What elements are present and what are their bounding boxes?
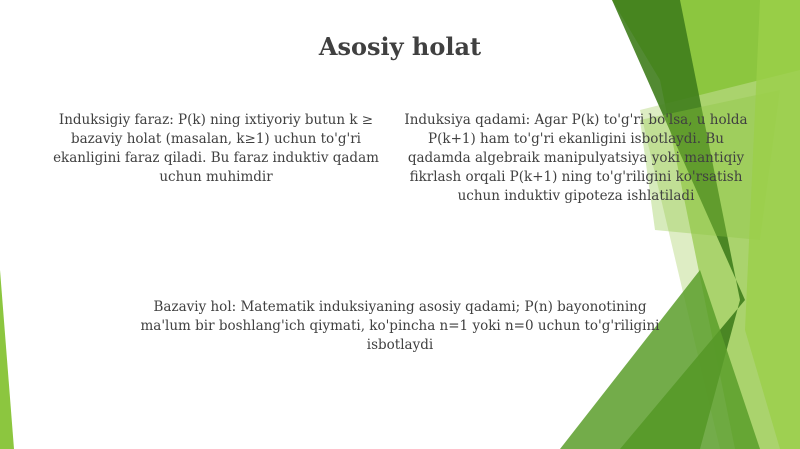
text-block-hypothesis: Induksigiy faraz: P(k) ning ixtiyoriy butun k ≥ bazaviy holat (masalan, k≥1) uchun to'g'ri ekanligini faraz qiladi. Bu faraz induktiv qadam uchun muhimdir	[53, 112, 379, 185]
text-block-induction-step: Induksiya qadami: Agar P(k) to'g'ri bo'lsa, u holda P(k+1) ham to'g'ri ekanligini isbotlaydi. Bu qadamda algebraik manipulyatsiya yoki mantiqiy fikrlash orqali P(k+1) ning to'g'riligini ko'rsatish uchun induktiv gipoteza ishlatiladi	[404, 112, 748, 204]
left-edge-facet	[0, 270, 14, 449]
slide-title: Asosiy holat	[318, 32, 482, 61]
text-block-base-case: Bazaviy hol: Matematik induksiyaning asosiy qadami; P(n) bayonotining ma'lum bir boshlang'ich qiymati, ko'pincha n=1 yoki n=0 uchun to'g'riligini isbotlaydi	[140, 299, 660, 353]
